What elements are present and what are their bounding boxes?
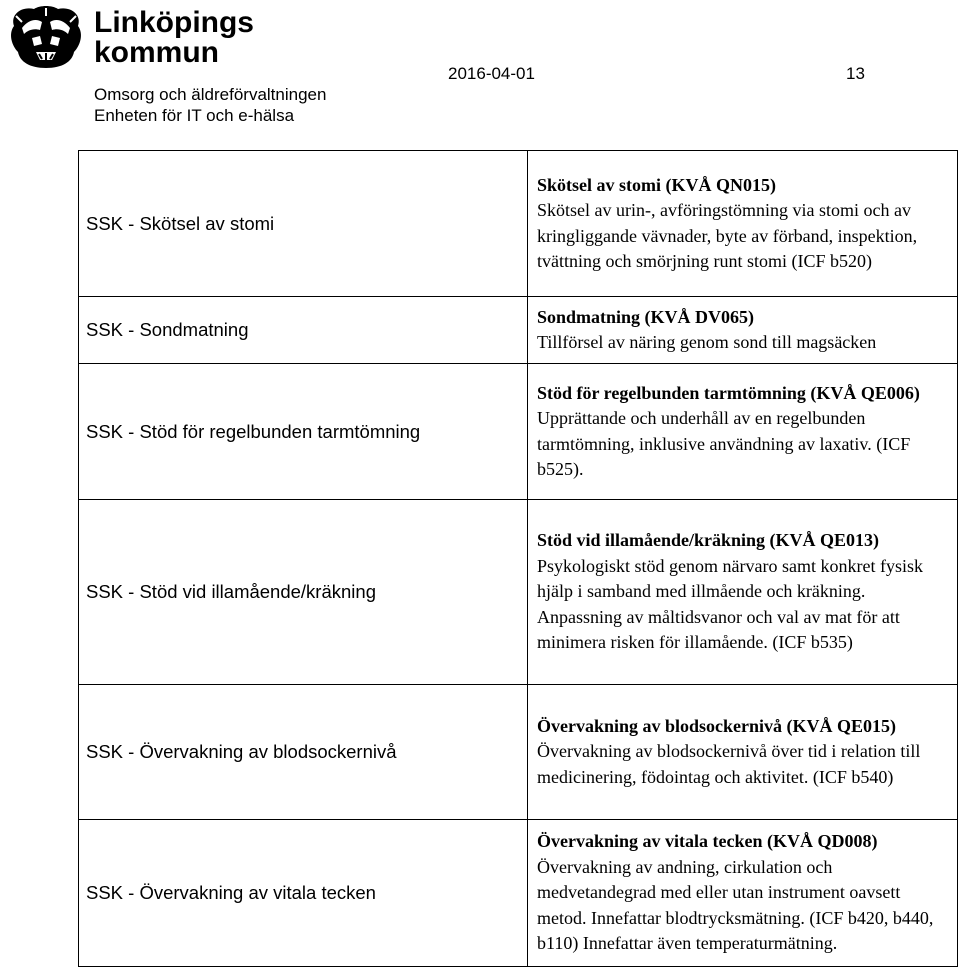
row-body: Psykologiskt stöd genom närvaro samt konkret fysisk hjälp i samband med illmående och kräkning. Anpassning av måltidsvanor och val av mat för att minimera risken för illamående. (ICF b535) [537,555,923,653]
table-row [79,500,958,685]
row-title: Sondmatning (KVÅ DV065) [537,306,755,327]
row-body: Övervakning av andning, cirkulation och medvetandegrad med eller utan instrument oavsett metod. Innefattar blodtrycksmätning. (ICF b420, b440, b110) Innefattar även temperaturmätning. [537,856,934,954]
row-description [528,685,958,820]
row-label: SSK - Stöd vid illamående/kräkning [79,500,528,685]
intervention-table [78,150,958,967]
row-label: SSK - Övervakning av vitala tecken [79,820,528,967]
row-description [528,820,958,967]
brand-line-2: kommun [94,36,220,69]
table-row [79,820,958,967]
row-label: SSK - Stöd för regelbunden tarmtömning [79,364,528,500]
row-title: Övervakning av vitala tecken (KVÅ QD008) [537,831,878,852]
row-title: Stöd vid illamående/kräkning (KVÅ QE013) [537,530,880,551]
brand-line-1: Linköpings [94,6,254,39]
row-title: Stöd för regelbunden tarmtömning (KVÅ QE006) [537,382,920,403]
row-body: Skötsel av urin-, avföringstömning via stomi och av kringliggande vävnader, byte av förband, inspektion, tvättning och smörjning runt stomi (ICF b520) [537,200,918,271]
row-title: Skötsel av stomi (KVÅ QN015) [537,174,776,195]
table-row [79,297,958,364]
org-line-2: Enheten för IT och e-hälsa [94,106,295,125]
row-label: SSK - Skötsel av stomi [79,151,528,297]
row-description [528,297,958,364]
row-title: Övervakning av blodsockernivå (KVÅ QE015) [537,715,897,736]
row-label: SSK - Sondmatning [79,297,528,364]
page-number: 13 [846,64,865,83]
brand-wordmark [94,8,254,68]
table-row [79,151,958,297]
table-row [79,364,958,500]
document-date: 2016-04-01 [448,64,535,83]
row-body: Upprättande och underhåll av en regelbunden tarmtömning, inklusive användning av laxativ. (ICF b525). [537,408,911,479]
row-body: Tillförsel av näring genom sond till magsäcken [537,332,877,352]
table-row [79,685,958,820]
row-body: Övervakning av blodsockernivå över tid i relation till medicinering, födointag och aktivitet. (ICF b540) [537,741,921,787]
row-label: SSK - Övervakning av blodsockernivå [79,685,528,820]
row-description [528,500,958,685]
lion-logo-icon [6,4,86,70]
row-description [528,151,958,297]
org-line-1: Omsorg och äldreförvaltningen [94,85,327,104]
row-description [528,364,958,500]
